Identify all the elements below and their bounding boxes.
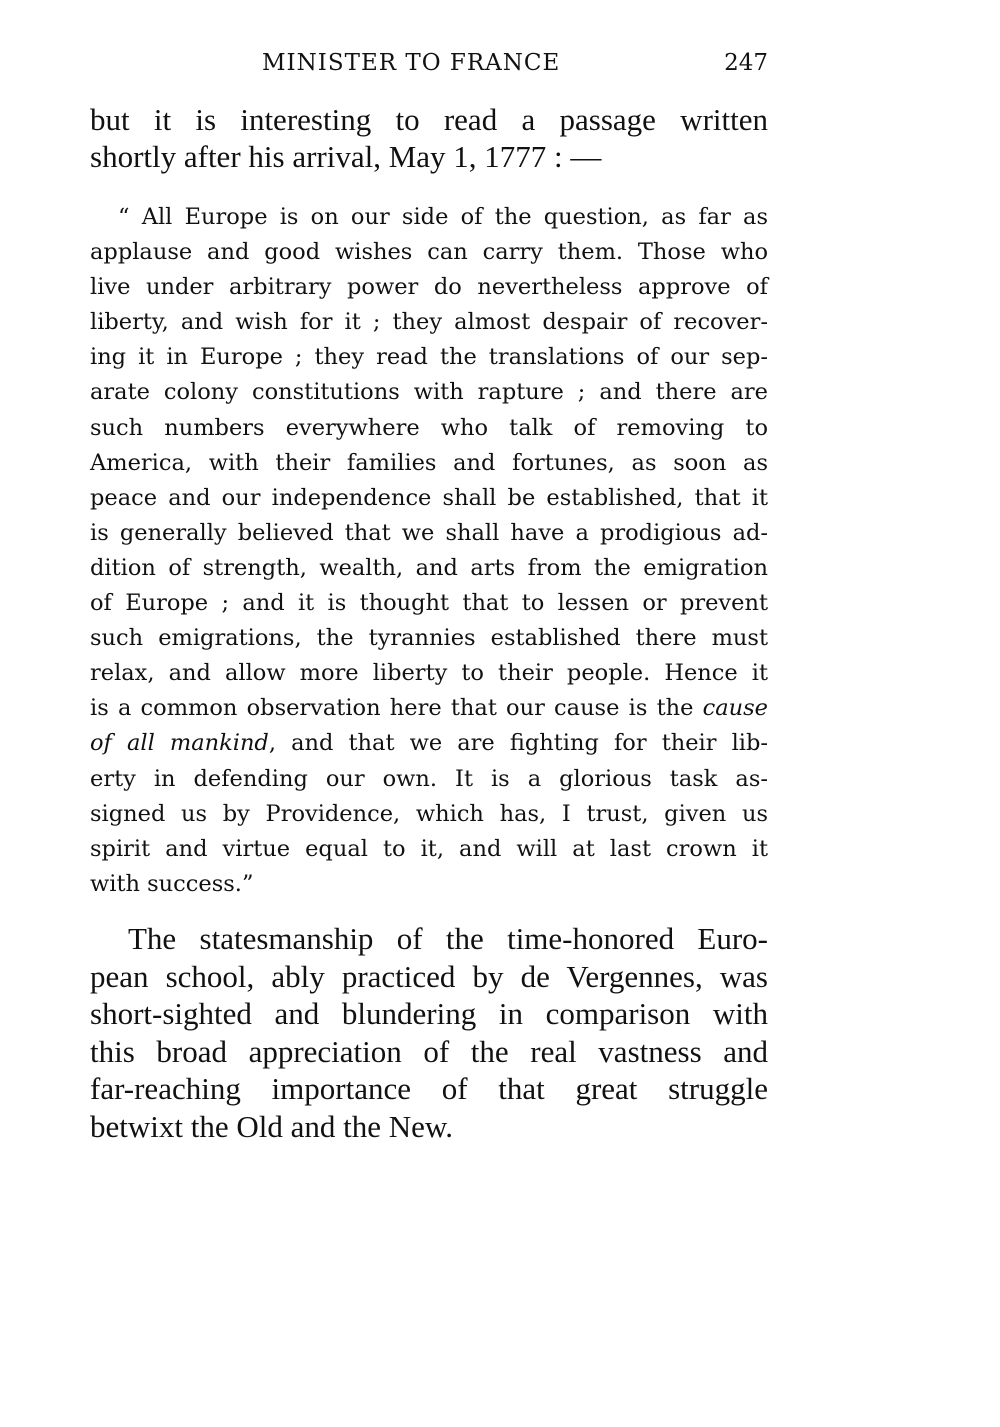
text-line: such emigrations, the tyrannies established there must xyxy=(90,625,768,652)
intro-paragraph xyxy=(90,101,768,175)
italic-text: cause xyxy=(702,695,768,722)
text-line: this broad appreciation of the real vastness and xyxy=(90,1033,768,1069)
text-line: but it is interesting to read a passage written xyxy=(90,102,768,137)
text-line: arate colony constitutions with rapture ; and there are xyxy=(90,379,768,406)
text-line xyxy=(90,691,768,726)
text-line: peace and our independence shall be established, that it xyxy=(90,484,768,511)
text-line: relax, and allow more liberty to their people. Hence it xyxy=(90,660,768,687)
text-line: betwixt the Old and the New. xyxy=(90,1108,454,1144)
text-line: “ All Europe is on our side of the question, as far as xyxy=(118,204,768,230)
closing-paragraph xyxy=(90,920,768,1145)
text-segment: is a common observation here that our cause is the xyxy=(90,695,694,722)
text-line: far-reaching importance of that great struggle xyxy=(90,1071,768,1106)
text-line: liberty, and wish for it ; they almost despair of recover- xyxy=(90,309,768,336)
text-line: with success.” xyxy=(90,870,254,897)
running-title: MINISTER TO FRANCE xyxy=(262,50,561,76)
text-line: applause and good wishes can carry them. Those who xyxy=(90,239,768,266)
block-quote xyxy=(90,200,768,902)
text-line: ing it in Europe ; they read the translations of our sep- xyxy=(90,344,768,371)
text-segment: , and that we are fighting for their lib- xyxy=(268,730,768,757)
text-line: spirit and virtue equal to it, and will at last crown it xyxy=(90,835,768,862)
text-line: dition of strength, wealth, and arts from the emigration xyxy=(90,554,768,581)
text-line: signed us by Providence, which has, I trust, given us xyxy=(90,800,768,827)
italic-text: of all mankind xyxy=(90,730,269,757)
text-line: The statesmanship of the time-honored Euro- xyxy=(128,921,768,956)
text-line: short-sighted and blundering in comparison with xyxy=(90,996,768,1031)
text-line xyxy=(90,726,768,761)
text-line: of Europe ; and it is thought that to lessen or prevent xyxy=(90,590,768,617)
text-line: such numbers everywhere who talk of removing to xyxy=(90,414,768,441)
page-number: 247 xyxy=(724,50,768,76)
text-line: live under arbitrary power do nevertheless approve of xyxy=(90,274,768,301)
text-line: erty in defending our own. It is a glorious task as- xyxy=(90,765,768,792)
text-line: is generally believed that we shall have a prodigious ad- xyxy=(90,519,768,546)
text-line: shortly after his arrival, May 1, 1777 : — xyxy=(90,139,602,174)
text-line: America, with their families and fortunes, as soon as xyxy=(90,449,768,476)
text-line: pean school, ably practiced by de Vergennes, was xyxy=(90,958,768,994)
page-header xyxy=(90,50,768,82)
